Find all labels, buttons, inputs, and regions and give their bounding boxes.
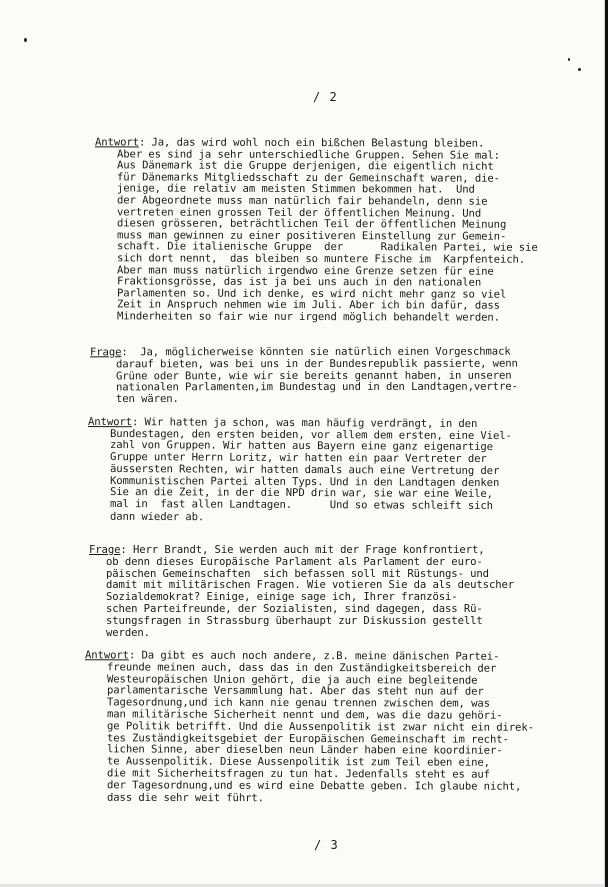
line-text: Sie an die Zeit, in der die NPD drin war, sie war eine Weile, [109, 486, 494, 501]
line-text: äussersten Rechten, wir hatten damals auch eine Vertretung der [109, 462, 500, 477]
line-text: Aber man muss natürlich irgendwo eine Grenze setzen für eine [116, 263, 494, 278]
scan-speck [568, 58, 570, 61]
text-line [107, 780, 521, 792]
line-text: Zeit in Anspruch nehmen wie im Juli. Aber ich bin dafür, dass [116, 298, 500, 313]
speaker-label: Antwort [87, 415, 132, 429]
line-text: päischen Gemeinschaften sich befassen soll mit Rüstungs- und [106, 567, 489, 580]
text-line [89, 545, 485, 556]
line-text: man militärische Sicherheit nennt und dem, was die dazu gehöri- [106, 708, 503, 722]
text-line [90, 347, 511, 359]
line-text: muss man gewinnen zu einer positiveren Einstellung zur Gemein- [116, 229, 507, 243]
text-line [116, 394, 179, 405]
line-text: werden. [106, 626, 150, 639]
text-line [110, 499, 493, 512]
speaker-label: Frage [89, 346, 122, 359]
line-text: Sozialdemokrat? Einige, einige sage ich, Ihrer französi- [106, 591, 458, 604]
line-text: tes Zuständigkeitsgebiet der Europäischen Gemeinschaft im recht- [106, 731, 509, 746]
line-text: dann wieder ab. [109, 510, 205, 523]
line-text: ob denn dieses Europäische Parlament als Parlament der euro- [106, 555, 483, 568]
line-text: freunde meinen auch, dass das in den Zuständigkeitsbereich der [106, 661, 497, 675]
text-line [106, 557, 483, 568]
line-text: sich dort nennt, das bleiben so muntere Fische im Karpfenteich. [116, 252, 526, 266]
line-text: : Ja, das wird wohl noch ein bißchen Belastung bleiben. [138, 136, 485, 150]
line-text: Kommunistischen Partei alten Typs. Und in den Landtagen denken [109, 474, 500, 489]
text-line [106, 616, 483, 627]
line-text: Tagesordnung,und ich kann nie genau trennen zwischen dem, was [106, 696, 490, 710]
line-text: dass die sehr weit führt. [106, 791, 264, 804]
line-text: stungsfragen in Strassburg überhaupt zur Diskussion gestellt [106, 614, 483, 627]
line-text: : Wir hatten ja schon, was man häufig verdrängt, in den [131, 416, 478, 431]
line-text: ge Politik betrifft. Und die Aussenpolitik ist zwar nicht ein direk- [106, 720, 534, 734]
line-text: Aber es sind ja sehr unterschiedliche Gruppen. Sehen Sie mal: [116, 147, 500, 162]
text-line [106, 604, 483, 615]
line-text: ten wären. [115, 393, 179, 406]
speaker-label: Antwort [84, 649, 129, 662]
line-text: te Aussenpolitik. Diese Aussenpolitik ist zum Teil eben eine, [106, 755, 490, 769]
line-text: zahl von Gruppen. Wir hatten aus Bayern eine ganz eigenartige [109, 439, 494, 454]
text-line [107, 792, 264, 804]
line-text: die mit Sicherheitsfragen zu tun hat. Jedenfalls steht es auf [106, 767, 490, 781]
line-text: schaft. Die italienische Gruppe der Radikalen Partei, wie sie [116, 240, 538, 255]
line-text: der Abgeordnete muss man natürlich fair behandeln, denn sie [116, 194, 488, 208]
text-line [106, 628, 150, 639]
scan-speck [578, 68, 581, 71]
line-text: schen Parteifreunde, der Sozialisten, sind dagegen, dass Rü- [106, 603, 483, 615]
page-number-header: / 2 [313, 90, 338, 104]
scan-speck [24, 38, 27, 42]
text-line [106, 592, 458, 603]
line-text: Grüne oder Bunte, wie wir sie bereits genannt haben, in unseren [115, 369, 512, 382]
line-text: vertreten einen grossen Teil der öffentlichen Meinung. Und [116, 205, 482, 220]
line-text: Parlamenten so. Und ich denke, es wird nicht mehr ganz so viel [116, 287, 507, 301]
line-text: : Ja, möglicherweise könnten sie natürlich einen Vorgeschmack [121, 345, 511, 359]
text-line [117, 311, 500, 323]
line-text: damit mit militärischen Fragen. Wie votieren Sie da als deutscher [106, 579, 515, 592]
line-text: : Herr Brandt, Sie werden auch mit der Frage konfrontiert, [120, 544, 485, 556]
speaker-label: Frage [89, 544, 121, 556]
line-text: lichen Sinne, aber dieselben neun Länder haben eine koordinier- [106, 743, 503, 758]
line-text: parlamentarische Versammlung hat. Aber das steht nun auf der [106, 684, 484, 699]
line-text: Aus Dänemark ist die Gruppe derjenigen, die eigentlich nicht [116, 159, 494, 173]
line-text: mal in fast allen Landtagen. Und so etwas schleift sich [109, 497, 494, 512]
text-line [116, 358, 518, 370]
line-text: Bundestagen, den ersten beiden, vor allem dem ersten, eine Viel- [109, 427, 512, 442]
text-line [106, 569, 489, 580]
line-text: : Da gibt es auch noch andere, z.B. meine dänischen Partei- [128, 649, 500, 663]
line-text: Fraktionsgrösse, das ist ja bei uns auch in den nationalen [116, 275, 482, 289]
line-text: Gruppe unter Herrn Loritz, wir hatten ein paar Vertreter der [109, 451, 487, 466]
line-text: diesen grösseren, beträchtlichen Teil der öffentlichen Meinung [116, 217, 507, 231]
speaker-label: Antwort [94, 136, 139, 149]
line-text: Westeuropäischen Union gehört, die ja auch eine begleitende [106, 672, 478, 687]
line-text: jenige, die relativ am meisten Stimmen bekommen hat. Und [116, 182, 475, 197]
line-text: nationalen Parlamenten,im Bundestag und in den Landtagen,vertre- [115, 381, 518, 394]
text-line [110, 511, 204, 522]
page-number-footer: / 3 [314, 838, 339, 852]
line-text: für Dänemarks Mitgliedsschaft zu der Gemeinschaft waren, die- [116, 171, 500, 185]
line-text: der Tagesordnung,und es wird eine Debatte geben. Ich glaube nicht, [106, 779, 522, 793]
text-line [106, 580, 514, 591]
line-text: Minderheiten so fair wie nur irgend möglich behandelt werden. [116, 310, 500, 324]
line-text: darauf bieten, was bei uns in der Bundesrepublik passierte, wenn [115, 357, 518, 371]
